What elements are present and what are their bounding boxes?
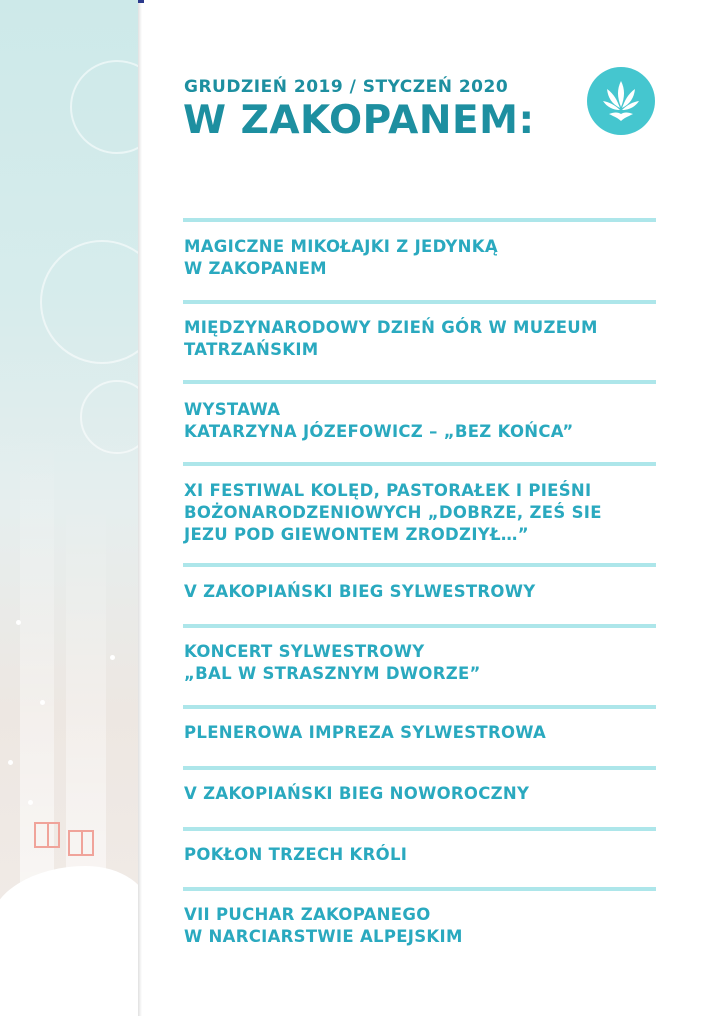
page-edge-shadow [138, 0, 142, 1016]
event-item [184, 480, 654, 546]
event-divider [183, 380, 656, 384]
event-divider [183, 766, 656, 770]
event-title-line: W NARCIARSTWIE ALPEJSKIM [184, 927, 463, 946]
page-subtitle: GRUDZIEŃ 2019 / STYCZEŃ 2020 [184, 77, 509, 97]
event-title-line: V ZAKOPIAŃSKI BIEG SYLWESTROWY [184, 582, 536, 601]
event-item [184, 641, 654, 685]
event-title-line: BOŻONARODZENIOWYCH „DOBRZE, ZEŚ SIE [184, 503, 602, 522]
event-title-line: WYSTAWA [184, 400, 281, 419]
event-divider [183, 563, 656, 567]
event-item [184, 399, 654, 443]
snow-dot [28, 800, 33, 805]
snow-dot [40, 700, 45, 705]
flower-leaf-icon [587, 67, 655, 135]
event-title-line: W ZAKOPANEM [184, 259, 327, 278]
event-title-line: MIĘDZYNARODOWY DZIEŃ GÓR W MUZEUM [184, 318, 598, 337]
snow-dot [8, 760, 13, 765]
event-item [184, 844, 654, 866]
event-item [184, 317, 654, 361]
event-divider [183, 624, 656, 628]
event-item [184, 236, 654, 280]
event-title-line: „BAL W STRASZNYM DWORZE” [184, 664, 481, 683]
event-item [184, 904, 654, 948]
gift-icon [68, 830, 94, 856]
snowflake-ornament [80, 380, 138, 454]
snowflake-ornament [40, 240, 138, 364]
snow-dot [110, 655, 115, 660]
event-divider [183, 218, 656, 222]
crop-mark [138, 0, 144, 3]
event-divider [183, 827, 656, 831]
event-title-line: POKŁON TRZECH KRÓLI [184, 845, 408, 864]
event-divider [183, 300, 656, 304]
event-title-line: V ZAKOPIAŃSKI BIEG NOWOROCZNY [184, 784, 530, 803]
event-item [184, 581, 654, 603]
snow-dot [16, 620, 21, 625]
event-divider [183, 462, 656, 466]
event-title-line: MAGICZNE MIKOŁAJKI Z JEDYNKĄ [184, 237, 498, 256]
event-title-line: VII PUCHAR ZAKOPANEGO [184, 905, 431, 924]
snow-drift [0, 866, 138, 1016]
event-divider [183, 887, 656, 891]
gift-icon [34, 822, 60, 848]
decorative-winter-illustration [0, 0, 138, 1016]
logo [587, 67, 655, 135]
event-title-line: KATARZYNA JÓZEFOWICZ – „BEZ KOŃCA” [184, 422, 574, 441]
event-divider [183, 705, 656, 709]
event-title-line: XI FESTIWAL KOLĘD, PASTORAŁEK I PIEŚNI [184, 481, 592, 500]
event-title-line: TATRZAŃSKIM [184, 340, 319, 359]
event-item [184, 722, 654, 744]
event-title-line: KONCERT SYLWESTROWY [184, 642, 425, 661]
event-title-line: JEZU POD GIEWONTEM ZRODZIYŁ…” [184, 525, 529, 544]
event-item [184, 783, 654, 805]
snowflake-ornament [70, 60, 138, 154]
event-title-line: PLENEROWA IMPREZA SYLWESTROWA [184, 723, 547, 742]
page-title: W ZAKOPANEM: [183, 98, 535, 143]
